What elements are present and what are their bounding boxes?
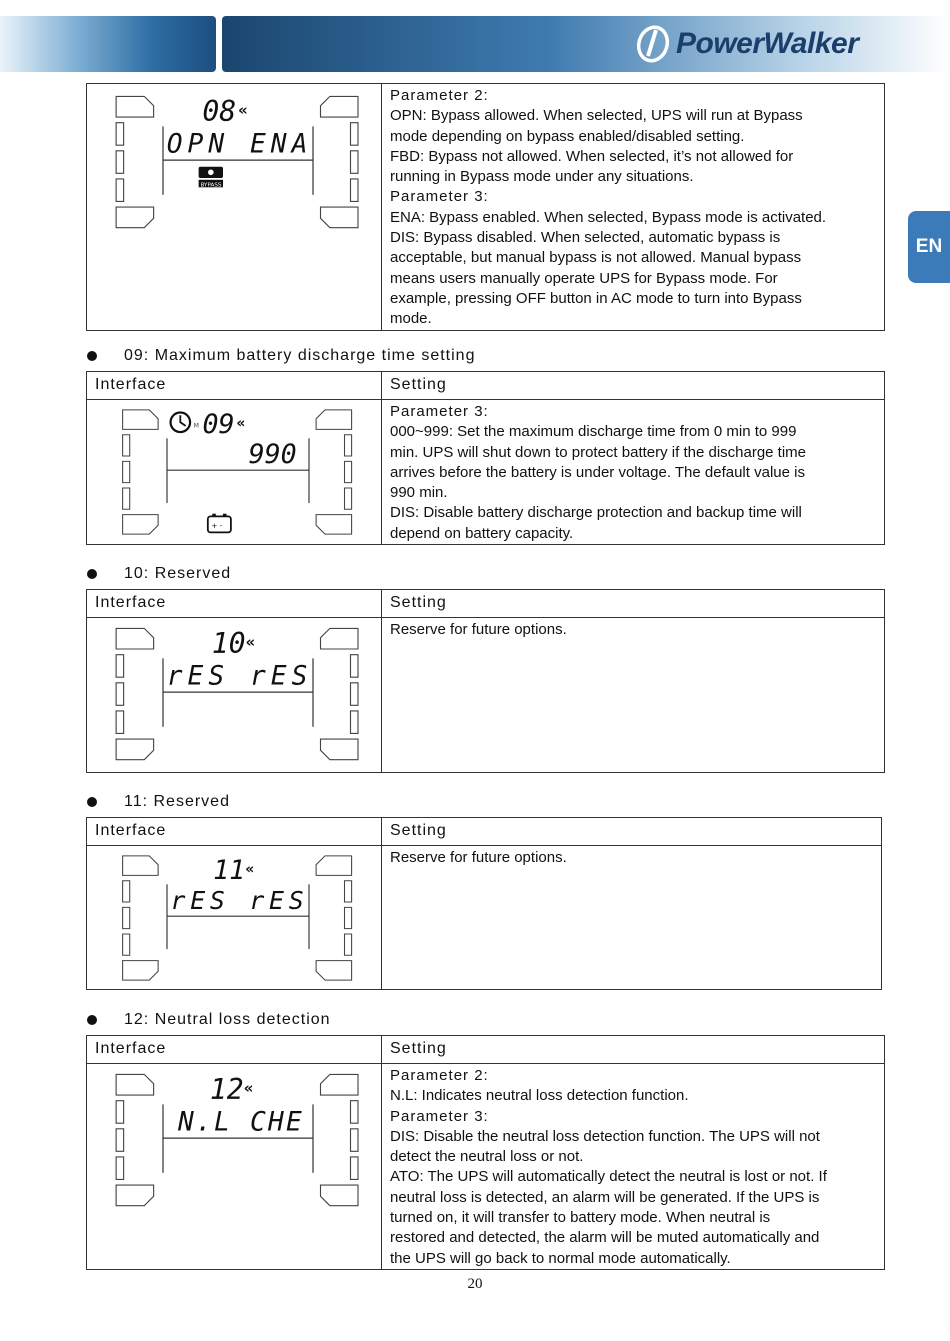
- col-header-setting: Setting: [382, 590, 885, 618]
- bullet-11: [87, 793, 230, 811]
- line: min. UPS will shut down to protect battery if the discharge time: [390, 443, 807, 461]
- setting-text-08: [382, 84, 885, 331]
- lcd-text: 990: [248, 439, 297, 471]
- svg-text:«: «: [245, 633, 256, 652]
- lcd-display-08: [87, 84, 382, 331]
- table-param-08: [86, 83, 885, 331]
- line: detect the neutral loss or not.: [390, 1148, 584, 1166]
- col-header-setting: Setting: [382, 818, 882, 846]
- line: DIS: Bypass disabled. When selected, automatic bypass is: [390, 229, 781, 247]
- bullet-title: 12: Neutral loss detection: [124, 1011, 331, 1028]
- line: 990 min.: [390, 484, 448, 502]
- line: Parameter 2:: [390, 1067, 489, 1084]
- line: ENA: Bypass enabled. When selected, Bypass mode is activated.: [390, 208, 827, 226]
- col-header-setting: Setting: [382, 372, 885, 400]
- line: Parameter 2:: [390, 87, 489, 104]
- line: 000~999: Set the maximum discharge time from 0 min to 999: [390, 423, 797, 441]
- line: Parameter 3:: [390, 403, 489, 420]
- powerwalker-logo-icon: [636, 24, 670, 64]
- svg-text:«: «: [243, 1079, 254, 1098]
- bullet-dot: [87, 351, 97, 361]
- line: the UPS will go back to normal mode automatically.: [390, 1249, 731, 1267]
- setting-text-10: [382, 618, 885, 773]
- line: DIS: Disable the neutral loss detection function. The UPS will not: [390, 1127, 820, 1145]
- line: Parameter 3:: [390, 1107, 489, 1125]
- lcd-text: N.L CHE: [178, 1107, 302, 1138]
- line: OPN: Bypass allowed. When selected, UPS will run at Bypass: [390, 107, 803, 125]
- table-param-11: [86, 817, 882, 990]
- line: example, pressing OFF button in AC mode to turn into Bypass: [390, 289, 802, 307]
- brand-name: PowerWalker: [676, 27, 859, 60]
- col-header-interface: Interface: [87, 590, 382, 618]
- lcd-text: rES rES: [170, 886, 304, 916]
- col-header-setting: Setting: [382, 1036, 885, 1064]
- line: mode depending on bypass enabled/disabled setting.: [390, 127, 745, 145]
- line: restored and detected, the alarm will be muted automatically and: [390, 1229, 820, 1247]
- bypass-label: BYPASS: [200, 182, 222, 189]
- svg-text:+ -: + -: [211, 520, 223, 530]
- line: FBD: Bypass not allowed. When selected, it’s not allowed for: [390, 147, 794, 165]
- line: means users manually operate UPS for Bypass mode. For: [390, 269, 778, 287]
- lcd-number: 10: [211, 626, 246, 660]
- bullet-title: 09: Maximum battery discharge time setting: [124, 347, 476, 364]
- line: running in Bypass mode under any situations.: [390, 168, 694, 186]
- bullet-10: [87, 565, 231, 583]
- bullet-dot: [87, 1015, 97, 1025]
- battery-icon: [208, 514, 231, 533]
- line: Parameter 3:: [390, 188, 489, 206]
- col-header-interface: Interface: [87, 1036, 382, 1064]
- mode-letter: M: [193, 422, 199, 430]
- page-number: 20: [467, 1276, 483, 1292]
- setting-text-11: [382, 846, 882, 990]
- bypass-icon: [199, 167, 223, 189]
- line: mode.: [390, 310, 432, 328]
- lcd-number: 12: [209, 1072, 244, 1106]
- line: acceptable, but manual bypass is not allowed. Manual bypass: [390, 249, 802, 267]
- lcd-text: OPN ENA: [166, 129, 308, 160]
- bullet-dot: [87, 797, 97, 807]
- lcd-display-10: [87, 618, 382, 773]
- setting-text-12: [382, 1064, 885, 1270]
- col-header-interface: Interface: [87, 372, 382, 400]
- line: N.L: Indicates neutral loss detection function.: [390, 1087, 689, 1105]
- brand-logo: [636, 18, 858, 70]
- line: turned on, it will transfer to battery mode. When neutral is: [390, 1209, 771, 1227]
- lcd-number: 08: [202, 94, 237, 128]
- line: neutral loss is detected, an alarm will be generated. If the UPS is: [390, 1188, 820, 1206]
- clock-icon: [171, 413, 191, 433]
- bullet-12: [87, 1011, 331, 1029]
- header-bar-left: [0, 16, 216, 72]
- line: arrives before the battery is under voltage. The default value is: [390, 463, 805, 481]
- lcd-text: rES rES: [166, 661, 308, 692]
- lcd-display-11: [87, 846, 382, 990]
- lcd-display-09: [87, 400, 382, 545]
- line: ATO: The UPS will automatically detect the neutral is lost or not. If: [390, 1168, 827, 1186]
- language-tab-en[interactable]: EN: [908, 211, 950, 283]
- table-param-10: [86, 589, 885, 773]
- bullet-09: [87, 347, 475, 365]
- bullet-title: 10: Reserved: [124, 565, 232, 582]
- line: DIS: Disable battery discharge protection and backup time will: [390, 504, 802, 522]
- svg-text:«: «: [238, 101, 248, 120]
- lcd-display-12: [87, 1064, 382, 1270]
- svg-text:«: «: [236, 415, 246, 432]
- line: Reserve for future options.: [390, 621, 567, 638]
- svg-text:«: «: [245, 861, 255, 878]
- table-param-09: [86, 371, 885, 545]
- line: Reserve for future options.: [390, 849, 567, 866]
- setting-text-09: [382, 400, 885, 545]
- col-header-interface: Interface: [87, 818, 382, 846]
- table-param-12: [86, 1035, 885, 1270]
- bullet-dot: [87, 569, 97, 579]
- line: depend on battery capacity.: [390, 524, 574, 542]
- bullet-title: 11: Reserved: [124, 793, 230, 810]
- lcd-number: 11: [213, 854, 246, 886]
- lcd-number: 09: [202, 408, 235, 440]
